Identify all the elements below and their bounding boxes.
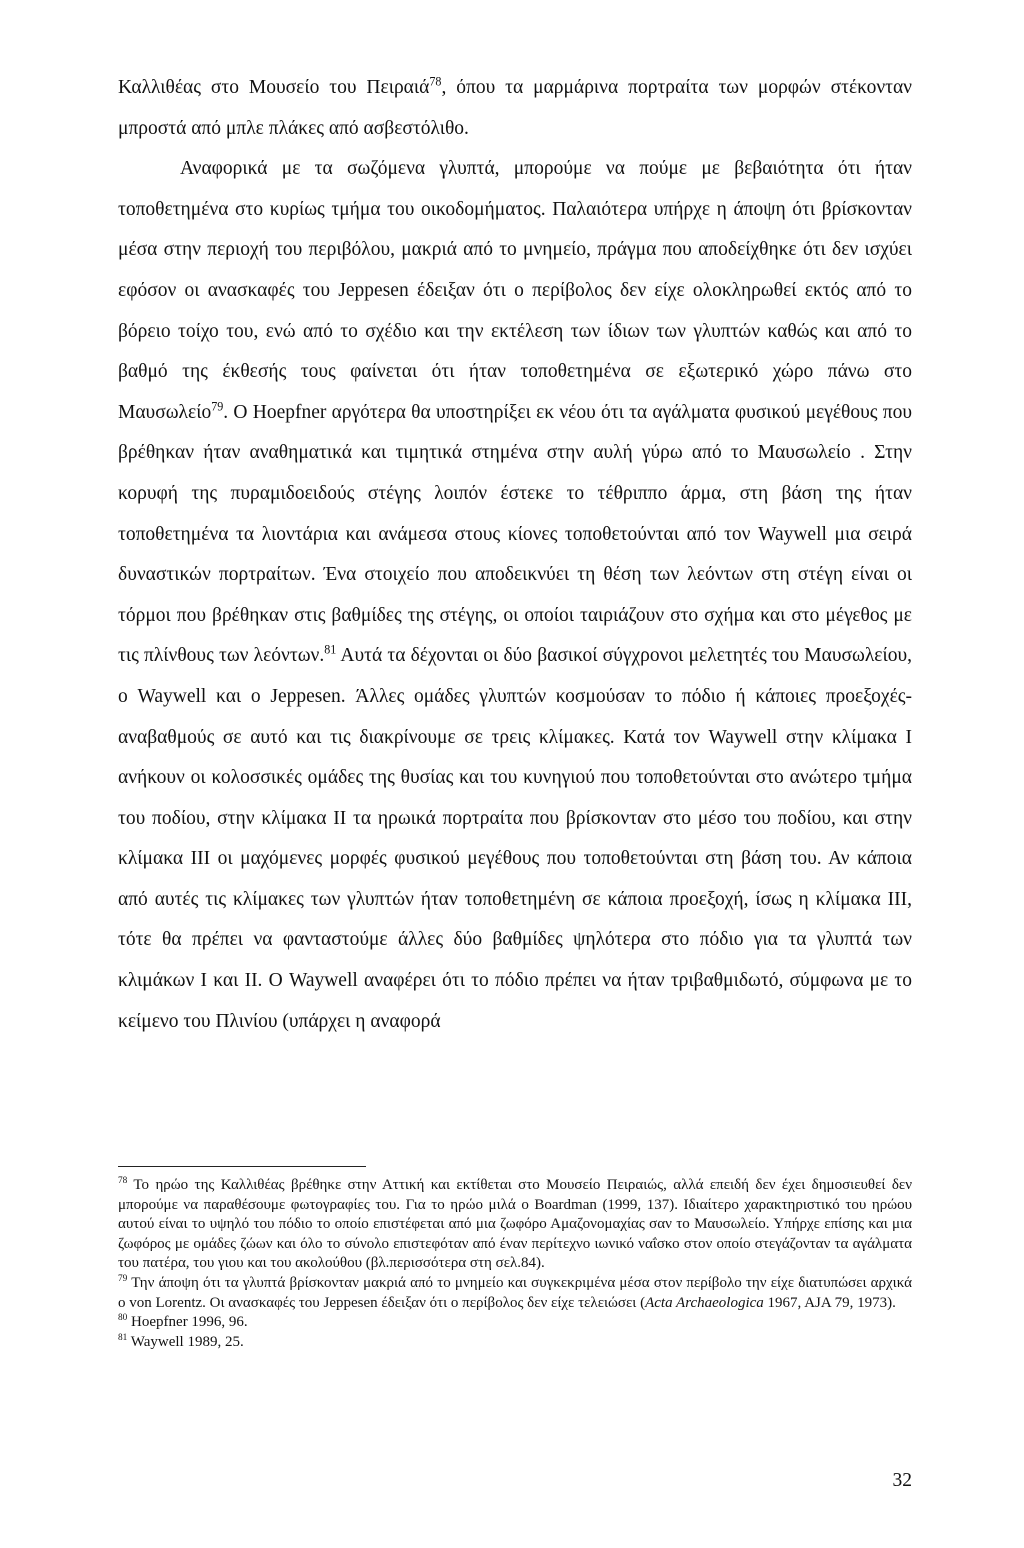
page-number: 32: [892, 1470, 912, 1491]
footnote-80: $^{80}$ Hoepfner 1996, 96.: [118, 1313, 248, 1331]
footnote-78: $^{78}$ Το ηρώο της Καλλιθέας βρέθηκε στην Αττική και εκτίθεται στο Μουσείο Πειραιώς, αλλά επειδή δεν έχει δημοσιευθεί δεν μπορούμε να παραθέσουμε φωτογραφίες του. Για το ηρώο μιλά ο Boardman (1999, 137). Ιδιαίτερο χαρακτηριστικό του ηρώου αυτού είναι το υψηλό του πόδιο το οποίο επιστέφεται από μια ζωφόρο Αμαζονομαχίας σαν το Μαυσωλείο. Υπήρχε επίσης και μια ζωφόρος με ομάδες ζώων και όλο το σύνολο επιστεφόταν από έναν περίτεχνο ιωνικό ναΐσκο στον οποίο στεγάζονταν τα αγάλματα του πατέρα, του γιου και του ακολούθου (βλ.περισσότερα στη σελ.84).: [118, 1176, 912, 1272]
footnote-separator: [118, 1166, 366, 1167]
paragraph-2: Αναφορικά με τα σωζόμενα γλυπτά, μπορούμε να πούμε με βεβαιότητα ότι ήταν τοποθετημένα στο κυρίως τμήμα του οικοδομήματος. Παλαιότερα υπήρχε η άποψη ότι βρίσκονταν μέσα στην περιοχή του περιβόλου, μακριά από το μνημείο, πράγμα που αποδείχθηκε ότι δεν ισχύει εφόσον οι ανασκαφές του Jeppesen έδειξαν ότι ο περίβολος δεν είχε ολοκληρωθεί εκτός από το βόρειο τοίχο του, ενώ από το σχέδιο και την εκτέλεση των ίδιων των γλυπτών καθώς και από το βαθμό της έκθεσής τους φαίνεται ότι ήταν τοποθετημένα σε εξωτερικό χώρο πάνω στο Μαυσωλείο$^{79}$. Ο Hoepfner αργότερα θα υποστηρίξει εκ νέου ότι τα αγάλματα φυσικού μεγέθους που βρέθηκαν ήταν αναθηματικά και τιμητικά στημένα στην αυλή γύρω από το Μαυσωλείο . Στην κορυφή της πυραμιδοειδούς στέγης λοιπόν έστεκε το τέθριππο άρμα, στη βάση της ήταν τοποθετημένα τα λιοντάρια και ανάμεσα στους κίονες τοποθετούνται από τον Waywell μια σειρά δυναστικών πορτραίτων. Ένα στοιχείο που αποδεικνύει τη θέση των λεόντων στη στέγη είναι οι τόρμοι που βρέθηκαν στις βαθμίδες της στέγης, οι οποίοι ταιριάζουν στο σχήμα και στο μέγεθος με τις πλίνθους των λεόντων.$^{81}$ Αυτά τα δέχονται οι δύο βασικοί σύγχρονοι μελετητές του Μαυσωλείου, ο Waywell και ο Jeppesen. Άλλες ομάδες γλυπτών κοσμούσαν το πόδιο ή κάποιες προεξοχές-αναβαθμούς σε αυτό και τις διακρίνουμε σε τρεις κλίμακες. Κατά τον Waywell στην κλίμακα I ανήκουν οι κολοσσικές ομάδες της θυσίας και του κυνηγιού που τοποθετούνται στο ανώτερο τμήμα του ποδίου, στην κλίμακα II τα ηρωικά πορτραίτα που βρίσκονταν στο μέσο του ποδίου, και στην κλίμακα III οι μαχόμενες μορφές φυσικού μεγέθους που τοποθετούνται στη βάση του. Αν κάποια από αυτές τις κλίμακες των γλυπτών ήταν τοποθετημένη σε κάποια προεξοχή, ίσως η κλίμακα III, τότε θα πρέπει να φανταστούμε άλλες δύο βαθμίδες ψηλότερα στο πόδιο για τα γλυπτά των κλιμάκων I και II. Ο Waywell αναφέρει ότι το πόδιο πρέπει να ήταν τριβαθμιδωτό, σύμφωνα με το κείμενο του Πλινίου (υπάρχει η αναφορά: [118, 158, 912, 1032]
footnote-79: $^{79}$ Την άποψη ότι τα γλυπτά βρίσκονταν μακριά από το μνημείο και συγκεκριμένα μέσα στον περίβολο την είχε διατυπώσει αρχικά ο von Lorentz. Οι ανασκαφές του Jeppesen έδειξαν ότι ο περίβολος δεν είχε τελειώσει (Acta Archaeologica 1967, AJA 79, 1973).: [118, 1273, 912, 1311]
footnote-ref-81: 81: [324, 642, 337, 657]
paragraph-1: Καλλιθέας στο Μουσείο του Πειραιά$^{78}$, όπου τα μαρμάρινα πορτραίτα των μορφών στέκονταν μπροστά από μπλε πλάκες από ασβεστόλιθο.: [118, 74, 913, 139]
footnotes: [118, 1176, 912, 1352]
footnote-ref-78: 78: [429, 74, 442, 89]
main-text: [118, 68, 912, 1042]
footnote-81: $^{81}$ Waywell 1989, 25.: [118, 1332, 244, 1350]
footnote-ref-79: 79: [211, 399, 224, 414]
